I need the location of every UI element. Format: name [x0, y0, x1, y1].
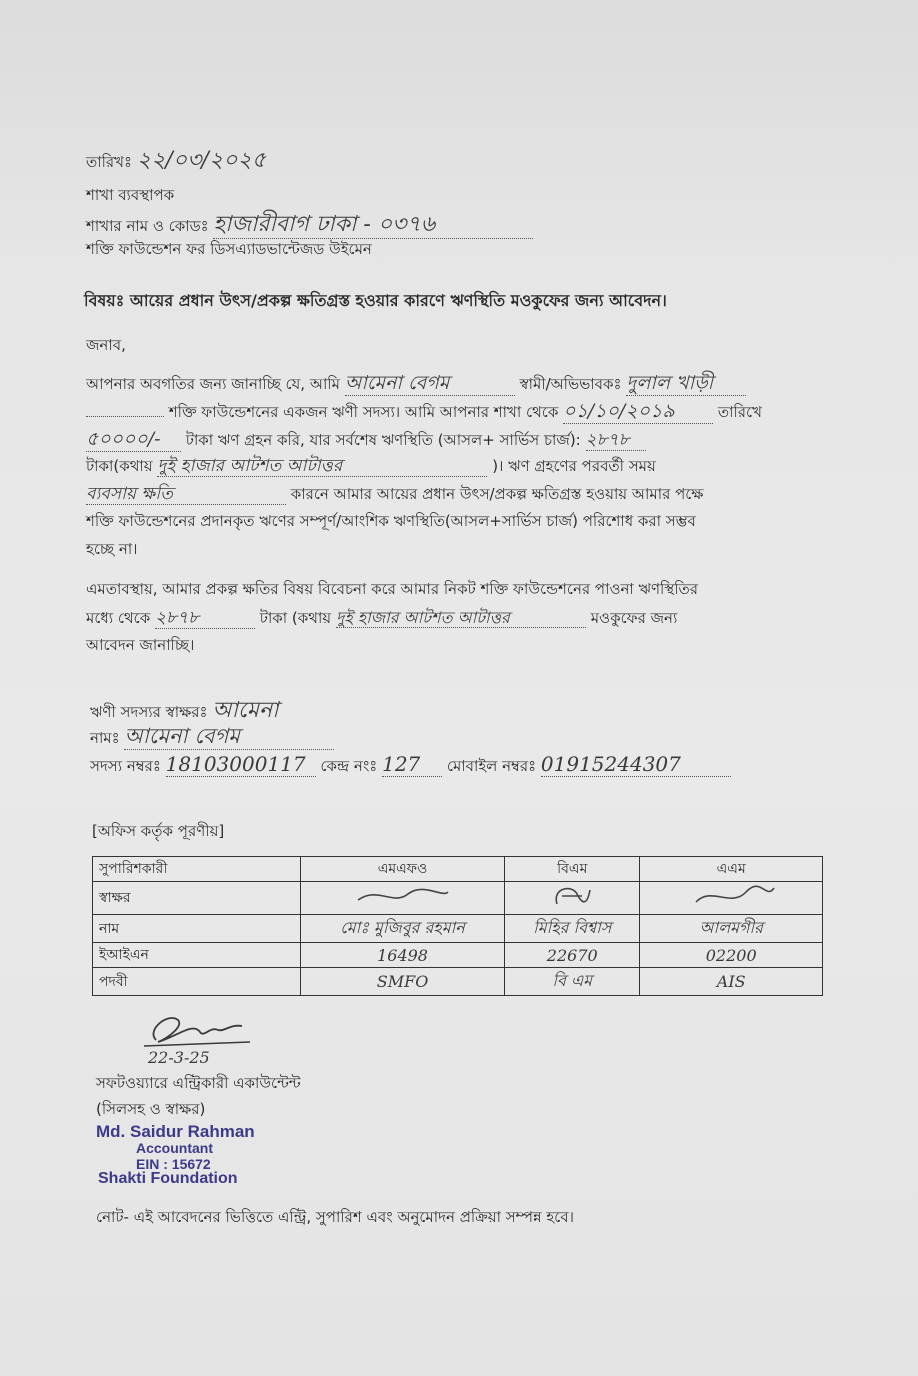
- table-row: [93, 968, 823, 996]
- body-text: শক্তি ফাউন্ডেশনের একজন ঋণী সদস্য। আমি আপনার শাখা থেকে: [168, 403, 559, 421]
- table-cell: বি এম: [505, 968, 640, 996]
- table-cell: মিহির বিশ্বাস: [505, 915, 640, 943]
- amount-words-field: দুই হাজার আটশত আটাত্তর: [157, 456, 487, 477]
- signature-cell: [505, 882, 640, 915]
- body-line-2: [86, 400, 762, 424]
- signature-cell: [301, 882, 505, 915]
- member-name-value: আমেনা বেগম: [124, 724, 334, 750]
- row-label: ইআইএন: [93, 943, 301, 968]
- date-line: [86, 148, 266, 174]
- body-text: আপনার অবগতির জন্য জানাচ্ছি যে, আমি: [86, 375, 340, 393]
- office-table: [92, 856, 823, 996]
- member-numbers-line: [90, 752, 731, 777]
- body-text: টাকা (কথায়: [259, 609, 332, 627]
- body-line-4: [86, 456, 656, 477]
- member-signature: আমেনা: [212, 698, 279, 723]
- table-header: বিএম: [505, 857, 640, 882]
- table-cell: 16498: [301, 943, 505, 968]
- body-text: মধ্যে থেকে: [86, 609, 151, 627]
- accountant-line-1: সফটওয়্যারে এন্ট্রিকারী একাউন্টেন্ট: [96, 1074, 301, 1092]
- body-text: )। ঋণ গ্রহণের পরবর্তী সময়: [492, 457, 656, 475]
- body-text: টাকা(কথায়: [86, 457, 153, 475]
- branch-label: শাখার নাম ও কোডঃ: [86, 217, 209, 235]
- body-text: মওকুফের জন্য: [590, 609, 678, 627]
- member-no-value: 18103000117: [166, 752, 316, 777]
- body-text: কারনে আমার আয়ের প্রধান উৎস/প্রকল্প ক্ষতিগ্রস্ত হওয়ায় আমার পক্ষে: [290, 485, 704, 503]
- table-row: [93, 943, 823, 968]
- stamp-ein: EIN : 15672: [136, 1156, 211, 1172]
- date-value: ২২/০৩/২০২৫: [136, 148, 267, 173]
- member-name-line: [90, 724, 334, 750]
- table-row: [93, 915, 823, 943]
- subject-line: বিষয়ঃ আয়ের প্রধান উৎস/প্রকল্প ক্ষতিগ্রস্ত হওয়ার কারণে ঋণস্থিতি মওকুফের জন্য আবেদন।: [84, 291, 667, 310]
- table-header: সুপারিশকারী: [93, 857, 301, 882]
- salutation: জনাব,: [86, 336, 126, 354]
- office-caption: [অফিস কর্তৃক পূরণীয়]: [92, 822, 225, 840]
- table-cell: 02200: [640, 943, 823, 968]
- branch-line: [86, 212, 533, 239]
- body-text: টাকা ঋণ গ্রহন করি, যার সর্বশেষ ঋণস্থিতি (আসল+ সার্ভিস চার্জ):: [185, 431, 581, 449]
- waiver-words-field: দুই হাজার আটশত আটাত্তর: [336, 608, 586, 628]
- table-cell: SMFO: [301, 968, 505, 996]
- member-no-label: সদস্য নম্বরঃ: [90, 757, 161, 775]
- mobile-value: 01915244307: [541, 752, 731, 777]
- body-line-7: হচ্ছে না।: [86, 540, 138, 558]
- org-line: শক্তি ফাউন্ডেশন ফর ডিসএ্যাডভান্টেজড উইমেন: [86, 240, 372, 258]
- signature-cell: [640, 882, 823, 915]
- stamp-name: Md. Saidur Rahman: [96, 1122, 255, 1141]
- manager-label: শাখা ব্যবস্থাপক: [86, 186, 175, 204]
- body-line-5: [86, 484, 703, 505]
- name-label: নামঃ: [90, 729, 120, 747]
- signature-mark: [542, 882, 602, 910]
- centre-value: 127: [382, 752, 442, 777]
- stamp-org: Shakti Foundation: [98, 1170, 238, 1187]
- date-label: তারিখঃ: [86, 153, 132, 171]
- member-signature-line: [90, 698, 279, 724]
- accountant-signature: [138, 1002, 258, 1052]
- loan-amount-field: ৫০০০০/-: [86, 428, 181, 452]
- signature-label: ঋণী সদস্যর স্বাক্ষরঃ: [90, 703, 208, 721]
- stamp-title: Accountant: [136, 1140, 213, 1156]
- table-cell: 22670: [505, 943, 640, 968]
- accountant-line-2: (সিলসহ ও স্বাক্ষর): [96, 1100, 206, 1118]
- waiver-amount-field: ২৮৭৮: [155, 608, 255, 629]
- body-p2-line-1: এমতাবস্থায়, আমার প্রকল্প ক্ষতির বিষয় বিবেচনা করে আমার নিকট শক্তি ফাউন্ডেশনের পাওনা ঋণস্থিতির: [86, 580, 699, 598]
- body-p2-line-3: আবেদন জানাচ্ছি।: [86, 636, 195, 654]
- mobile-label: মোবাইল নম্বরঃ: [446, 757, 537, 775]
- signature-mark: [676, 882, 786, 910]
- body-p2-line-2: [86, 608, 677, 629]
- accountant-sign-date: 22-3-25: [148, 1048, 210, 1067]
- loan-date-field: ০১/১০/২০১৯: [563, 400, 713, 424]
- balance-field: ২৮৭৮: [586, 430, 646, 451]
- member-name-field: আমেনা বেগম: [345, 372, 515, 396]
- body-line-3: [86, 428, 646, 452]
- body-line-6: শক্তি ফাউন্ডেশনের প্রদানকৃত ঋণের সম্পূর্ণ/আংশিক ঋণস্থিতি(আসল+সার্ভিস চার্জ) পরিশোধ করা সম্ভব: [86, 512, 696, 530]
- table-row: [93, 882, 823, 915]
- footer-note: নোট- এই আবেদনের ভিত্তিতে এন্ট্রি, সুপারিশ এবং অনুমোদন প্রক্রিয়া সম্পন্ন হবে।: [96, 1208, 574, 1226]
- guardian-field: দুলাল খাড়ী: [626, 372, 746, 396]
- blank-field: [86, 416, 164, 417]
- table-header-row: [93, 857, 823, 882]
- table-cell: মোঃ মুজিবুর রহমান: [301, 915, 505, 943]
- branch-value: হাজারীবাগ ঢাকা - ০৩৭৬: [213, 212, 533, 239]
- row-label: পদবী: [93, 968, 301, 996]
- body-text: স্বামী/অভিভাবকঃ: [519, 375, 622, 393]
- row-label: স্বাক্ষর: [93, 882, 301, 915]
- table-cell: আলমগীর: [640, 915, 823, 943]
- row-label: নাম: [93, 915, 301, 943]
- table-cell: AIS: [640, 968, 823, 996]
- body-text: তারিখে: [717, 403, 762, 421]
- table-header: এএম: [640, 857, 823, 882]
- body-line-1: [86, 372, 746, 396]
- table-header: এমএফও: [301, 857, 505, 882]
- reason-field: ব্যবসায় ক্ষতি: [86, 484, 286, 505]
- signature-mark: [348, 884, 458, 908]
- centre-label: কেন্দ্র নংঃ: [320, 757, 378, 775]
